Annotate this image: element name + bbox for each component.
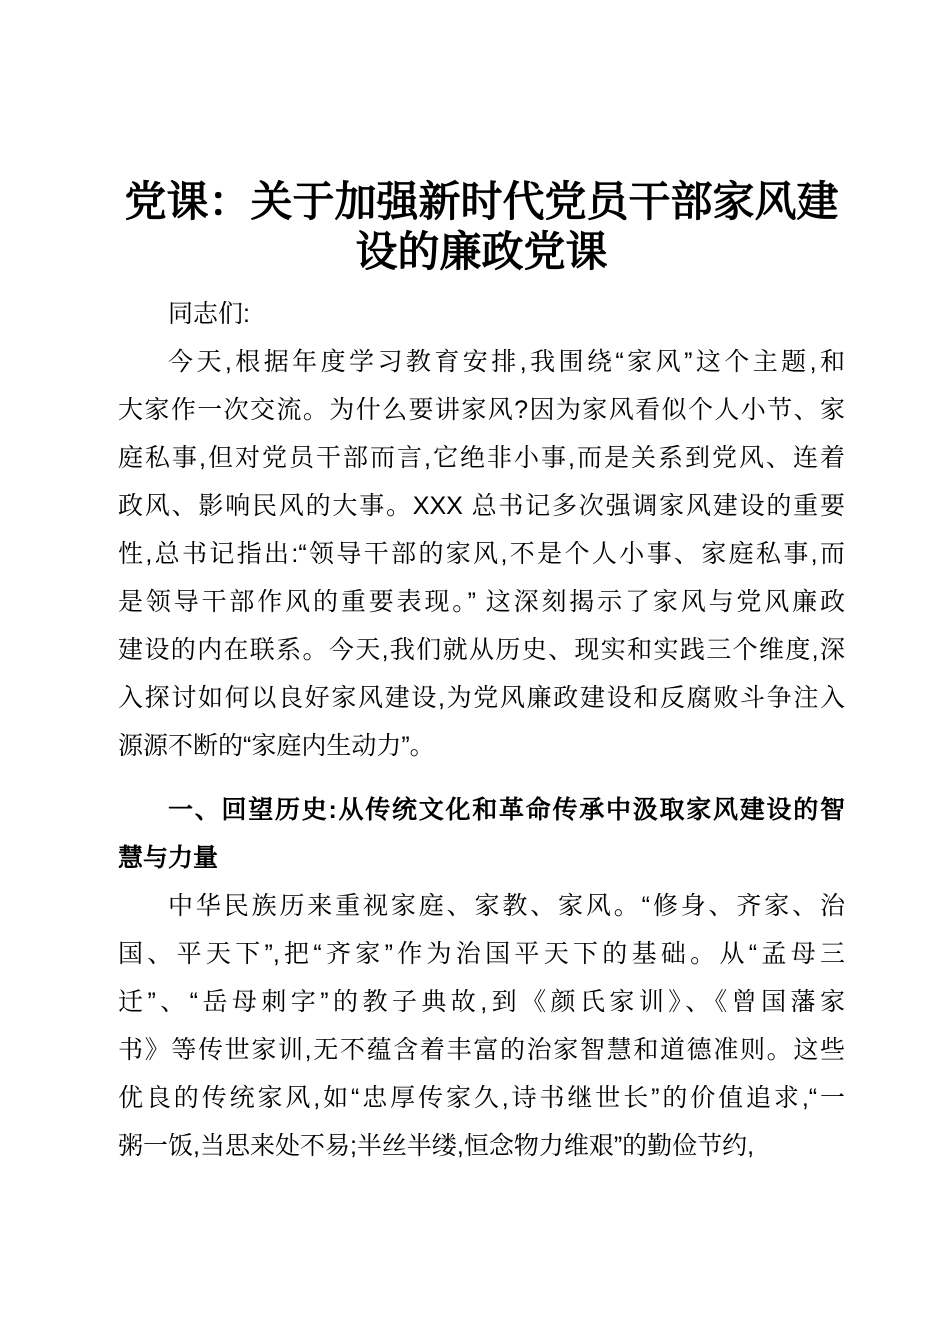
paragraph-line: 建设的内在联系。今天,我们就从历史、现实和实践三个维度,深 <box>118 636 845 664</box>
title-line-1: 党课：关于加强新时代党员干部家风建 <box>124 180 839 226</box>
paragraph-line: 庭私事,但对党员干部而言,它绝非小事,而是关系到党风、连着 <box>118 444 845 472</box>
paragraph-line: 大家作一次交流。为什么要讲家风?因为家风看似个人小节、家 <box>118 396 846 424</box>
paragraph-2 <box>118 882 845 1170</box>
paragraph-line: 粥一饭,当思来处不易;半丝半缕,恒念物力维艰”的勤俭节约, <box>118 1132 755 1160</box>
heading-line: 一、回望历史:从传统文化和革命传承中汲取家风建设的智 <box>168 796 845 824</box>
paragraph-line: 源源不断的“家庭内生动力”。 <box>118 732 435 760</box>
heading-line: 慧与力量 <box>118 844 219 872</box>
paragraph-line: 入探讨如何以良好家风建设,为党风廉政建设和反腐败斗争注入 <box>118 684 845 712</box>
paragraph-line: 优良的传统家风,如“忠厚传家久,诗书继世长”的价值追求,“一 <box>118 1084 845 1112</box>
paragraph-1 <box>118 338 845 770</box>
paragraph-line: 书》等传世家训,无不蕴含着丰富的治家智慧和道德准则。这些 <box>118 1036 845 1064</box>
title-line-2: 设的廉政党课 <box>355 230 608 276</box>
paragraph-line: 迁”、“岳母刺字”的教子典故,到《颜氏家训》、《曾国藩家 <box>118 988 845 1016</box>
document-title <box>118 178 845 278</box>
paragraph-line: 是领导干部作风的重要表现。” 这深刻揭示了家风与党风廉政 <box>118 588 845 616</box>
section-heading-1 <box>118 786 845 882</box>
salutation: 同志们: <box>168 300 250 328</box>
paragraph-line: 中华民族历来重视家庭、家教、家风。“修身、齐家、治 <box>168 892 845 920</box>
paragraph-line: 今天,根据年度学习教育安排,我围绕“家风”这个主题,和 <box>168 348 845 376</box>
paragraph-line: 国、平天下”,把“齐家”作为治国平天下的基础。从“孟母三 <box>118 940 845 968</box>
paragraph-line: 性,总书记指出:“领导干部的家风,不是个人小事、家庭私事,而 <box>118 540 845 568</box>
paragraph-line: 政风、影响民风的大事。XXX 总书记多次强调家风建设的重要 <box>118 492 845 520</box>
